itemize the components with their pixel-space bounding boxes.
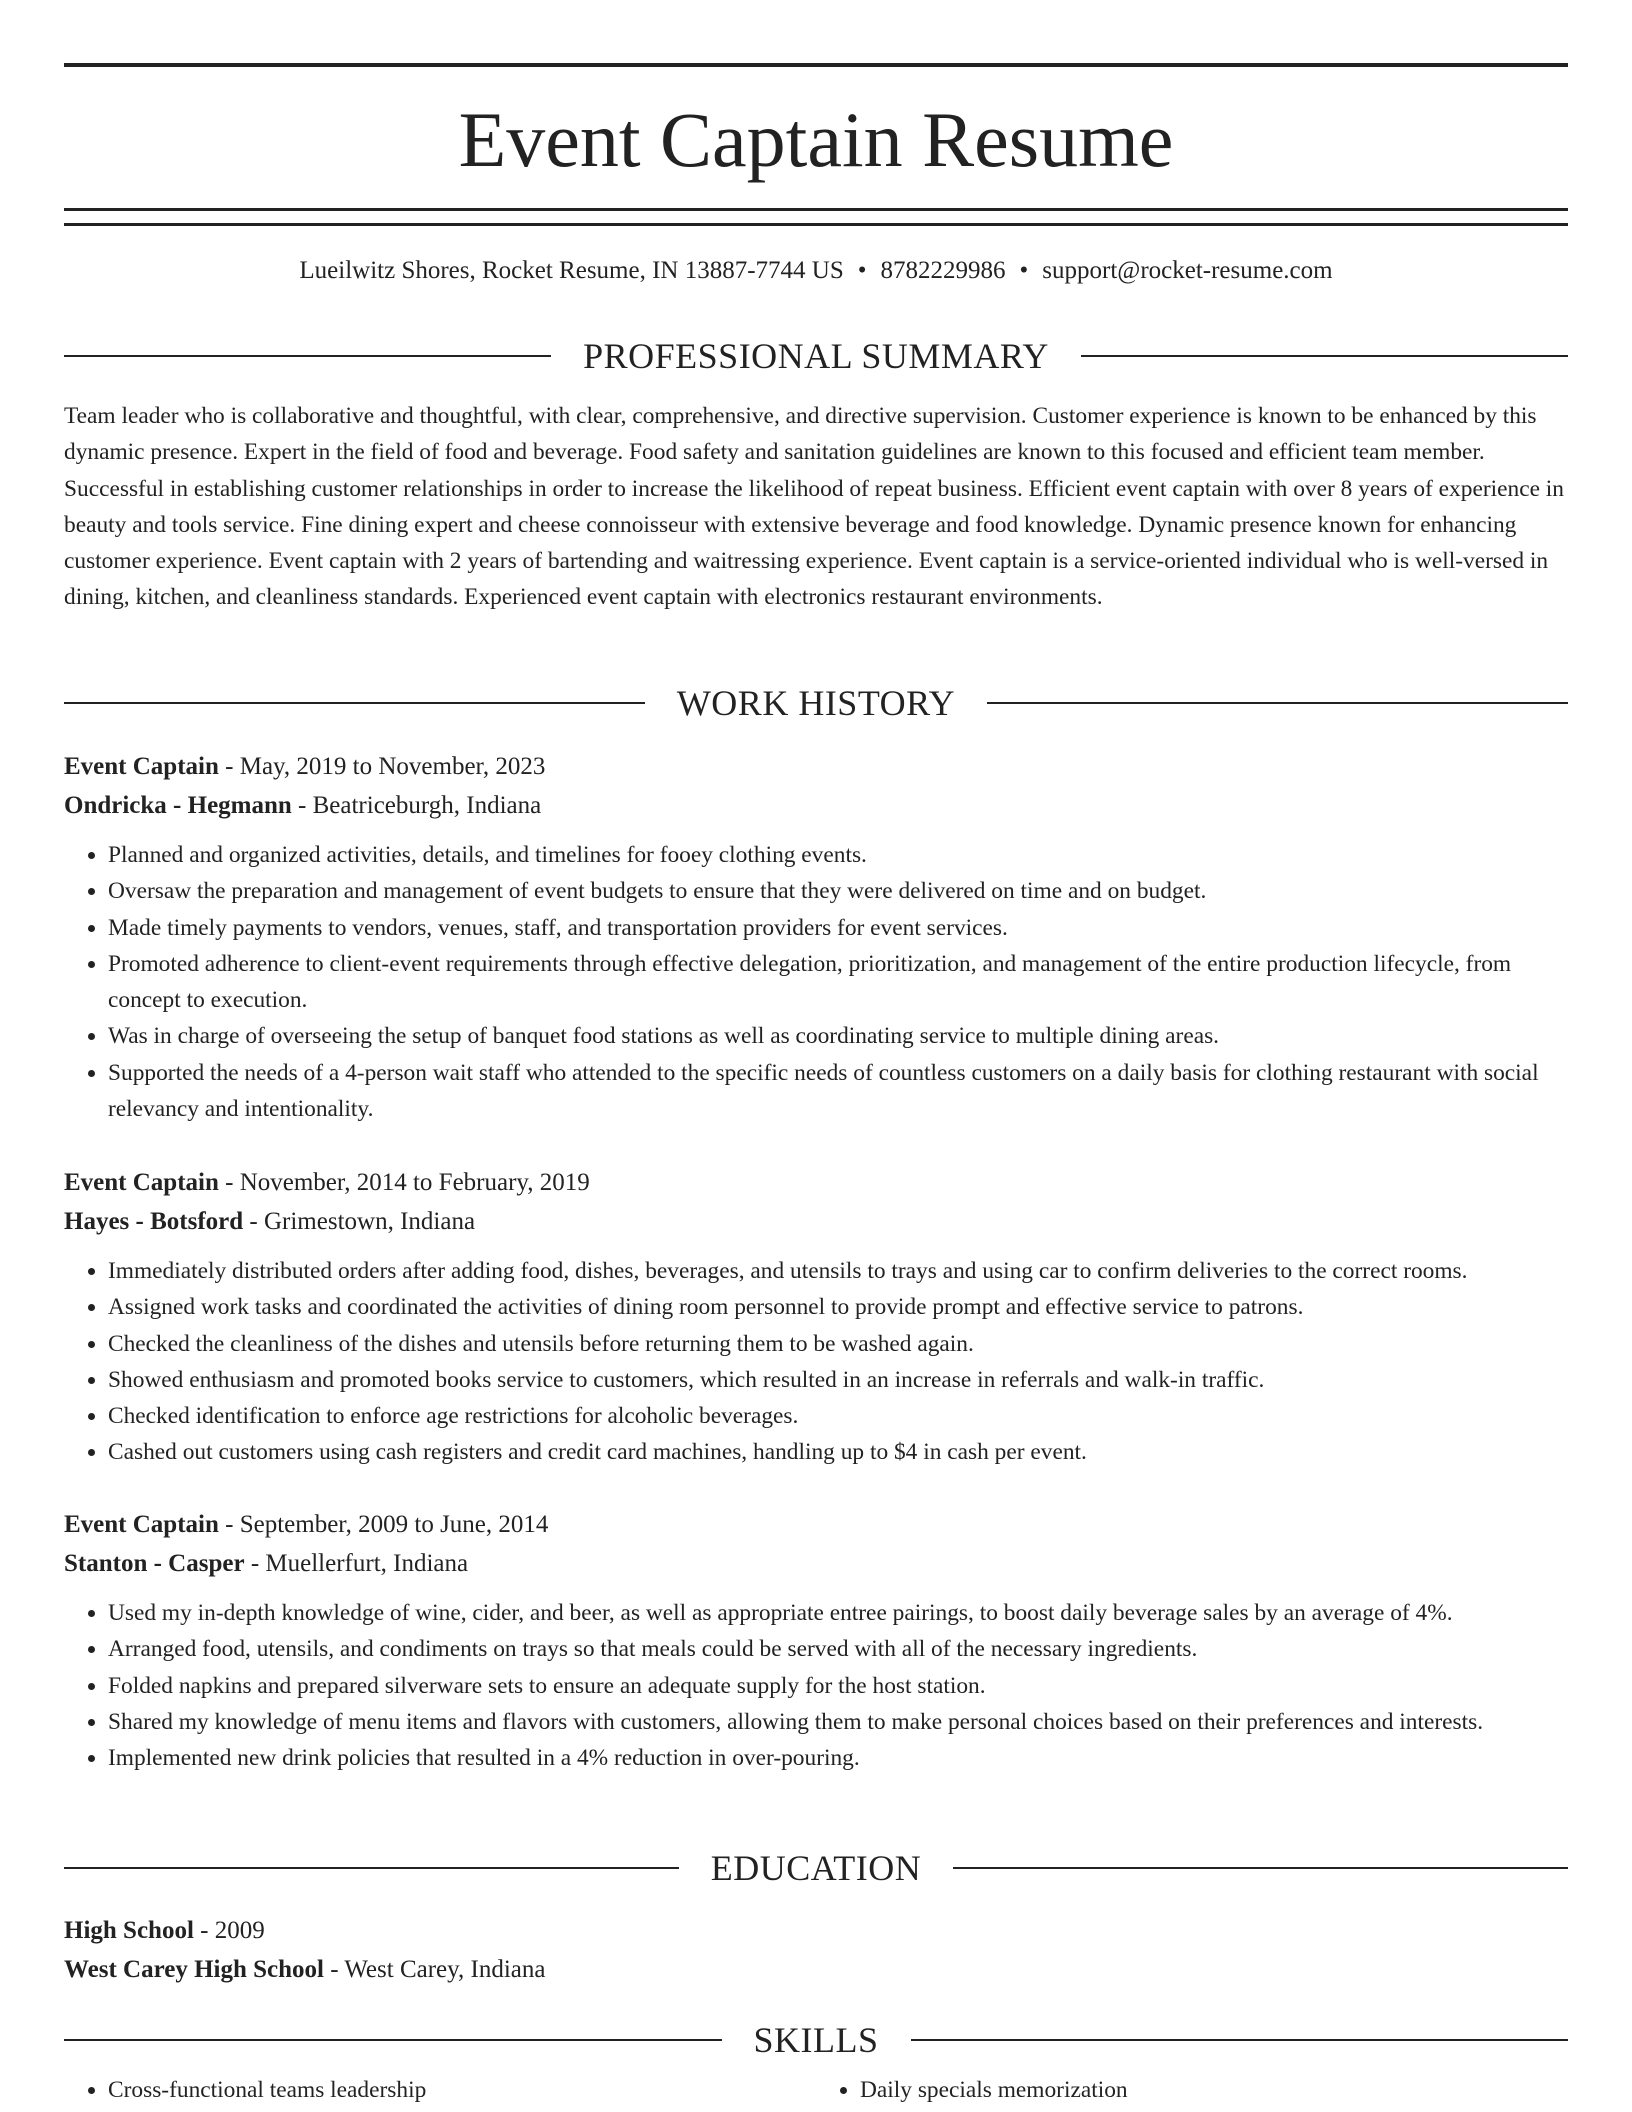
skills-right-list [816,2072,1568,2108]
skills-section [64,2018,1568,2108]
job-bullet: • Checked identification to enforce age restrictions for alcoholic beverages. [108,1398,1568,1434]
work-section [64,681,1568,725]
education-section [64,1846,1568,1890]
heading-rule-left [64,355,551,357]
heading-rule-left [64,1867,679,1869]
job-bullet: • Immediately distributed orders after adding food, dishes, beverages, and utensils to trays and using car to confirm deliveries to the correct rooms. [108,1253,1568,1289]
contact-line [64,255,1568,287]
job-title-line [64,1506,1568,1545]
heading-rule-left [64,2039,722,2041]
education-degree: High School [64,1917,194,1944]
work-heading-row [64,681,1568,725]
heading-rule-left [64,702,645,704]
job-bullet: • Made timely payments to vendors, venues, staff, and transportation providers for event services. [108,910,1568,946]
skills-heading-row [64,2018,1568,2062]
skills-columns [64,2072,1568,2108]
heading-rule-right [987,702,1568,704]
contact-address: Lueilwitz Shores, Rocket Resume, IN 13887-7744 US [299,257,844,284]
skills-heading: SKILLS [753,2020,879,2060]
title-double-rule [64,208,1568,226]
job-dates: - November, 2014 to February, 2019 [218,1169,590,1196]
contact-email: support@rocket-resume.com [1042,257,1333,284]
job-title-line [64,748,1568,787]
education-heading: EDUCATION [710,1848,922,1888]
education-location: - West Carey, Indiana [323,1955,546,1983]
job-title: Event Captain [64,1169,219,1196]
heading-rule-right [911,2039,1569,2041]
education-school-line [64,1951,1568,1990]
contact-phone: 8782229986 [880,257,1006,284]
education-heading-row [64,1846,1568,1890]
heading-rule-right [1081,355,1568,357]
summary-heading: PROFESSIONAL SUMMARY [583,336,1049,376]
heading-rule-right [953,1867,1568,1869]
job-company: Stanton - Casper [64,1549,245,1577]
education-school: West Carey High School [64,1955,324,1983]
summary-text: Team leader who is collaborative and thoughtful, with clear, comprehensive, and directive supervision. Customer experience is known to be enhanced by this dynamic presence. Expert in the field of food and beverage. Food safety and sanitation guidelines are known to this focused and efficient team member. Successful in establishing customer relationships in order to increase the likelihood of repeat business. Efficient event captain with over 8 years of experience in beauty and tools service. Fine dining expert and cheese connoisseur with extensive beverage and food knowledge. Dynamic presence known for enhancing customer experience. Event captain with 2 years of bartending and waitressing experience. Event captain is a service-oriented individual who is well-versed in dining, kitchen, and cleanliness standards. Experienced event captain with electronics restaurant environments. [64,403,1565,611]
job-bullet: • Cashed out customers using cash registers and credit card machines, handling up to $4 in cash per event. [108,1434,1568,1470]
education-degree-line [64,1912,1568,1951]
job-company-line [64,787,1568,826]
job-bullet: • Folded napkins and prepared silverware sets to ensure an adequate supply for the host station. [108,1668,1568,1704]
job-location: - Muellerfurt, Indiana [244,1549,469,1577]
resume-title: Event Captain Resume [458,96,1174,183]
education-year: - 2009 [193,1917,265,1944]
job-bullet: • Supported the needs of a 4-person wait staff who attended to the specific needs of countless customers on a daily basis for clothing restaurant with social relevancy and intentionality. [108,1055,1568,1128]
job-company: Hayes - Botsford [64,1207,244,1235]
job-title: Event Captain [64,753,219,780]
job-bullet: • Arranged food, utensils, and condiments on trays so that meals could be served with all of the necessary ingredients. [108,1631,1568,1667]
job-title: Event Captain [64,1511,219,1538]
job-company-line [64,1203,1568,1242]
job-bullet: • Was in charge of overseeing the setup of banquet food stations as well as coordinating service to multiple dining areas. [108,1018,1568,1054]
job-bullet: • Used my in-depth knowledge of wine, cider, and beer, as well as appropriate entree pairings, to boost daily beverage sales by an average of 4%. [108,1595,1568,1631]
contact-separator: • [1019,257,1029,284]
job-bullets [64,1253,1568,1471]
skill-item: • Cross-functional teams leadership [108,2072,816,2108]
skills-left-list [64,2072,816,2108]
work-heading: WORK HISTORY [676,683,956,723]
job-dates: - September, 2009 to June, 2014 [218,1511,549,1538]
job-dates: - May, 2019 to November, 2023 [218,753,546,780]
job-location: - Beatriceburgh, Indiana [291,791,542,819]
job-bullet: • Promoted adherence to client-event requirements through effective delegation, prioritization, and management of the entire production lifecycle, from concept to execution. [108,946,1568,1019]
job-title-line [64,1164,1568,1203]
summary-section [64,334,1568,616]
job-bullet: • Shared my knowledge of menu items and flavors with customers, allowing them to make personal choices based on their preferences and interests. [108,1704,1568,1740]
job-2 [64,1164,1568,1471]
job-bullet: • Oversaw the preparation and management of event budgets to ensure that they were delivered on time and on budget. [108,873,1568,909]
job-company-line [64,1545,1568,1584]
job-company: Ondricka - Hegmann [64,791,292,819]
summary-heading-row [64,334,1568,378]
job-bullet: • Showed enthusiasm and promoted books service to customers, which resulted in an increase in referrals and walk-in traffic. [108,1362,1568,1398]
job-bullet: • Assigned work tasks and coordinated the activities of dining room personnel to provide prompt and effective service to patrons. [108,1289,1568,1325]
job-3 [64,1506,1568,1776]
job-bullet: • Implemented new drink policies that resulted in a 4% reduction in over-pouring. [108,1740,1568,1776]
education-entry [64,1912,1568,1989]
job-bullets [64,837,1568,1127]
job-1 [64,748,1568,1127]
job-bullet: • Checked the cleanliness of the dishes and utensils before returning them to be washed again. [108,1326,1568,1362]
top-rule [64,63,1568,67]
job-location: - Grimestown, Indiana [243,1207,476,1235]
contact-separator: • [857,257,867,284]
skill-item: • Daily specials memorization [860,2072,1568,2108]
job-bullets [64,1595,1568,1776]
job-bullet: • Planned and organized activities, details, and timelines for fooey clothing events. [108,837,1568,873]
